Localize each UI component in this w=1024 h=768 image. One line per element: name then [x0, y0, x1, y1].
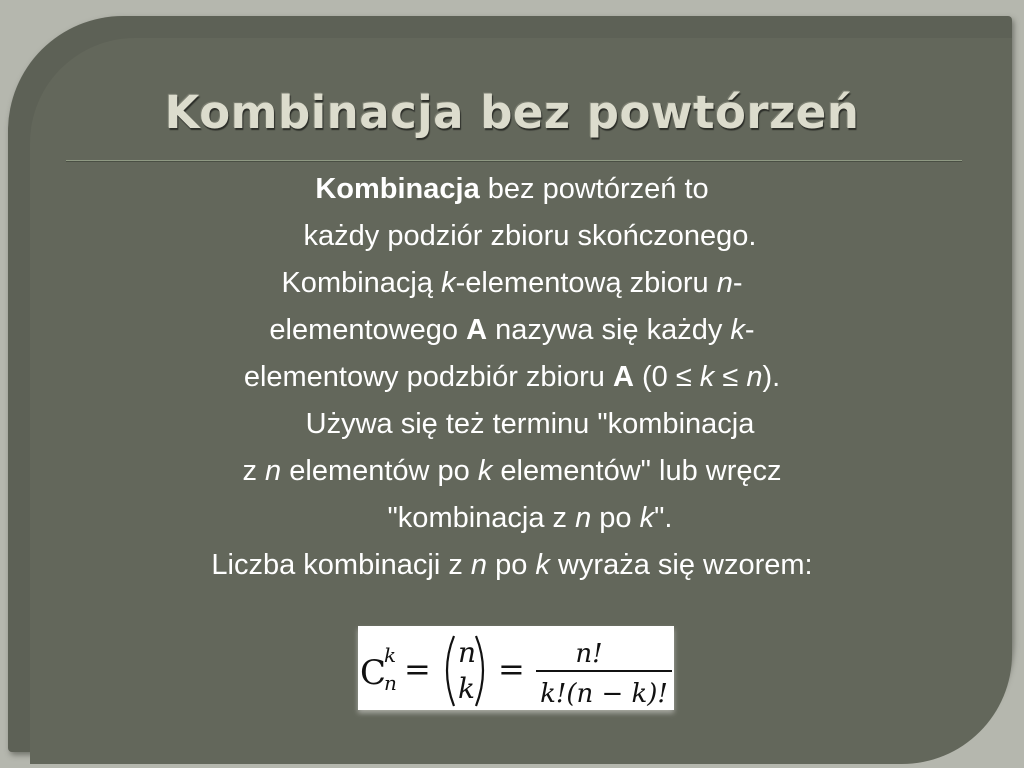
set-A: A: [466, 314, 488, 346]
var-k: k: [477, 455, 493, 487]
var-k: k: [639, 502, 655, 534]
slide-body: [0, 166, 1024, 589]
body-text: elementów po: [281, 455, 478, 487]
term-bold: Kombinacja: [315, 173, 480, 205]
formula-denominator: k!(n − k)!: [540, 679, 668, 709]
body-text: "kombinacja z: [387, 502, 576, 534]
formula-left-paren: [447, 636, 454, 706]
set-A: A: [612, 361, 634, 393]
formula-svg: [358, 626, 674, 710]
formula-sup-k: k: [384, 643, 397, 667]
body-text: elementowego: [269, 314, 467, 346]
body-text: -elementową zbioru: [455, 267, 717, 299]
body-text: Liczba kombinacji z: [211, 549, 471, 581]
body-text: -: [732, 267, 743, 299]
body-line-7: [0, 448, 1024, 495]
var-n: n: [470, 549, 488, 581]
var-n: n: [575, 502, 592, 534]
body-text: elementowy podzbiór zbioru: [243, 361, 613, 393]
var-n: n: [746, 361, 763, 393]
slide-title: Kombinacja bez powtórzeń: [164, 86, 860, 139]
combination-formula: [358, 626, 674, 710]
formula-C: C: [360, 653, 387, 693]
formula-sub-n: n: [384, 671, 397, 695]
var-k: k: [730, 314, 745, 346]
body-line-3: [0, 260, 1024, 307]
formula-equals-2: =: [498, 650, 525, 688]
body-line-5: [0, 354, 1024, 401]
formula-right-paren: [476, 636, 483, 706]
formula-binom-top: n: [458, 636, 477, 669]
body-text: (0 ≤: [633, 361, 700, 393]
formula-binom-bottom: k: [458, 672, 475, 705]
body-text: każdy podziór zbioru skończonego.: [303, 220, 757, 252]
body-text: ).: [762, 361, 781, 393]
body-line-6: [0, 401, 1024, 448]
body-text: po: [487, 549, 536, 581]
body-line-9: [0, 542, 1024, 589]
title-divider: [66, 160, 962, 162]
body-text: -: [744, 314, 755, 346]
body-text: nazywa się każdy: [487, 314, 731, 346]
body-line-2: [0, 213, 1024, 260]
var-k: k: [441, 267, 456, 299]
formula-numerator: n!: [575, 639, 603, 669]
body-text: ≤: [714, 361, 747, 393]
body-text: po: [591, 502, 640, 534]
body-line-1: [0, 166, 1024, 213]
body-text: ".: [654, 502, 673, 534]
var-n: n: [265, 455, 282, 487]
var-k: k: [699, 361, 715, 393]
body-text: Używa się też terminu "kombinacja: [305, 408, 755, 440]
var-k: k: [535, 549, 550, 581]
body-text: bez powtórzeń to: [479, 173, 709, 205]
body-line-4: [0, 307, 1024, 354]
body-line-8: [0, 495, 1024, 542]
body-text: elementów" lub wręcz: [492, 455, 782, 487]
body-text: Kombinacją: [281, 267, 442, 299]
formula-equals-1: =: [404, 650, 431, 688]
var-n: n: [716, 267, 733, 299]
body-text: wyraża się wzorem:: [549, 549, 813, 581]
body-text: z: [242, 455, 266, 487]
